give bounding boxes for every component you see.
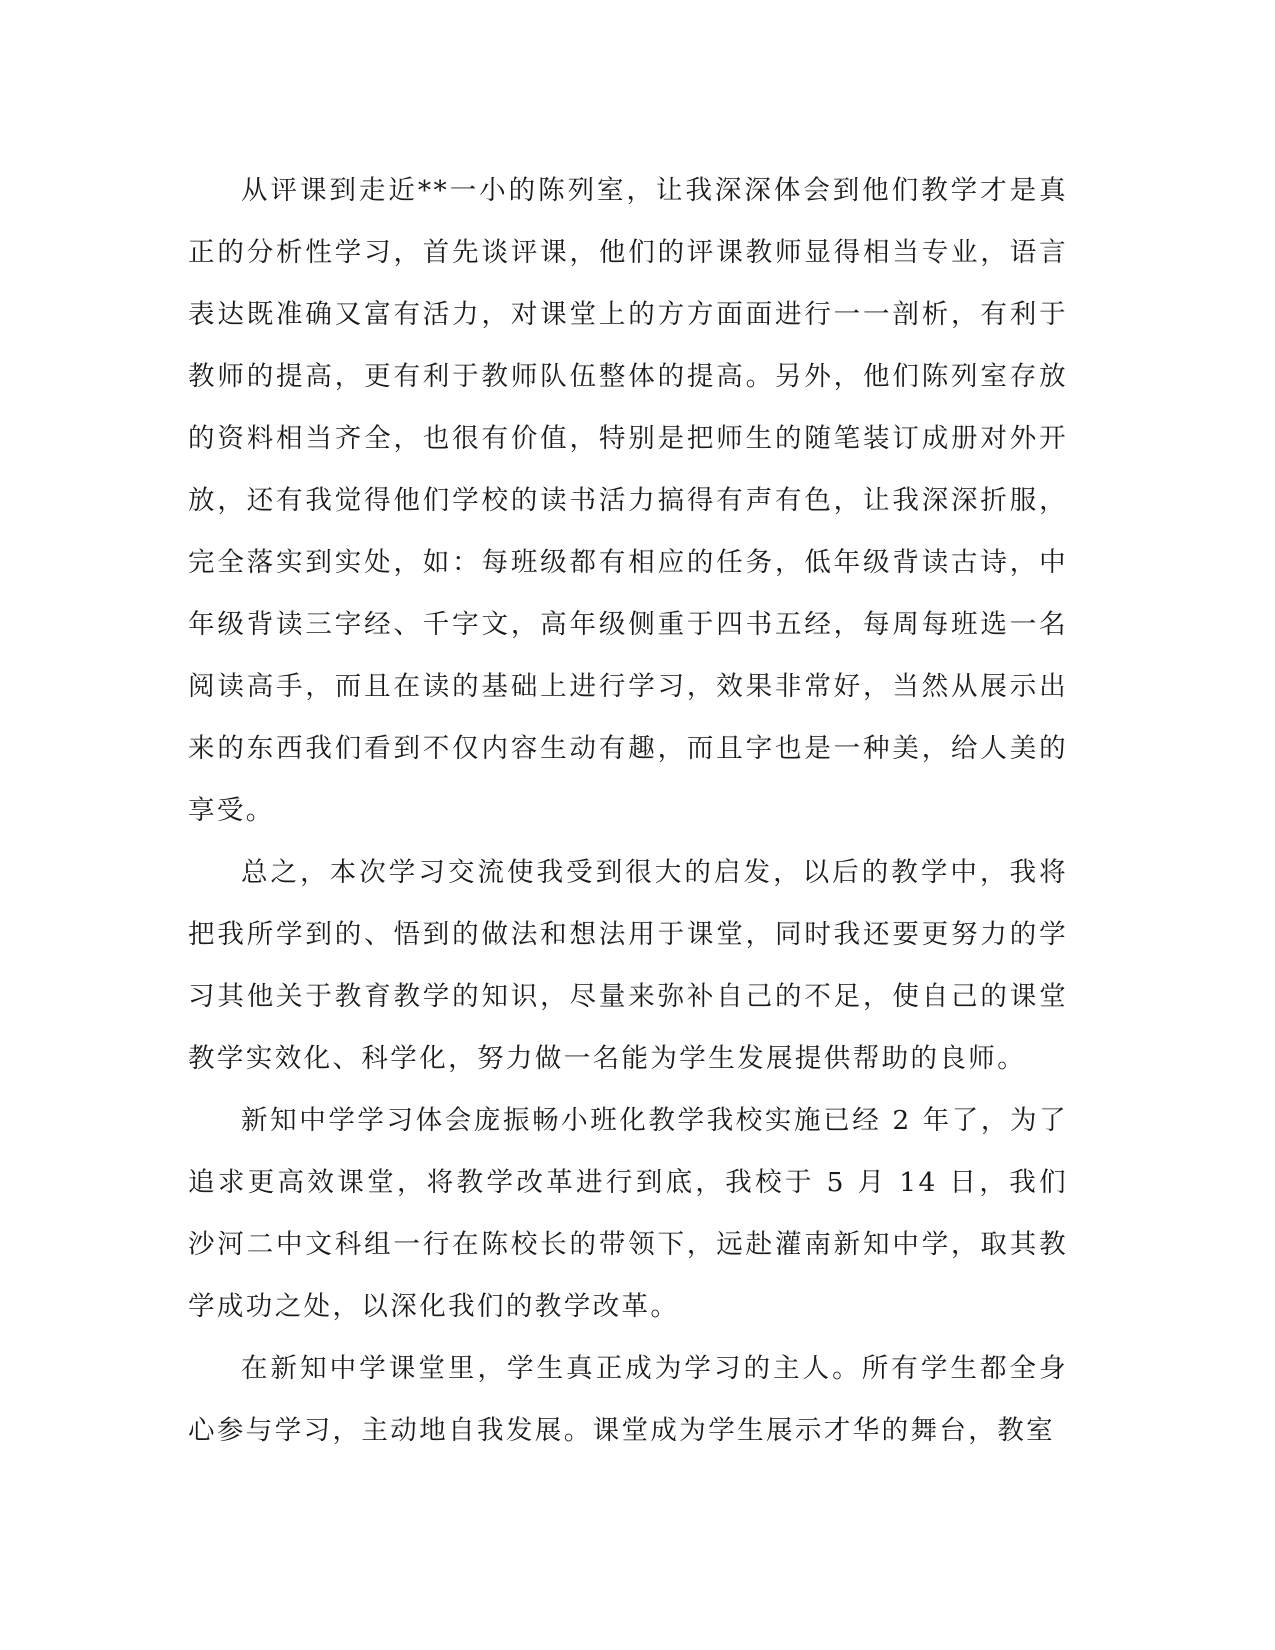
document-body xyxy=(188,160,1068,1462)
paragraph-exhibition-room: 从评课到走近**一小的陈列室，让我深深体会到他们教学才是真正的分析性学习，首先谈评课，他们的评课教师显得相当专业，语言表达既准确又富有活力，对课堂上的方方面面进行一一剖析，有利于教师的提高，更有利于教师队伍整体的提高。另外，他们陈列室存放的资料相当齐全，也很有价值，特别是把师生的随笔装订成册对外开放，还有我觉得他们学校的读书活力搞得有声有色，让我深深折服，完全落实到实处，如：每班级都有相应的任务，低年级背读古诗，中年级背读三字经、千字文，高年级侧重于四书五经，每周每班选一名阅读高手，而且在读的基础上进行学习，效果非常好，当然从展示出来的东西我们看到不仅内容生动有趣，而且字也是一种美，给人美的享受。 xyxy=(188,175,1068,826)
paragraph-xinzhi-visit: 新知中学学习体会庞振畅小班化教学我校实施已经 2 年了，为了追求更高效课堂，将教学改革进行到底，我校于 5 月 14 日，我们沙河二中文科组一行在陈校长的带领下，远赴灌南新知中学，取其教学成功之处，以深化我们的教学改革。 xyxy=(188,1105,1068,1322)
paragraph-xinzhi-classroom: 在新知中学课堂里，学生真正成为学习的主人。所有学生都全身心参与学习，主动地自我发展。课堂成为学生展示才华的舞台，教室 xyxy=(188,1353,1068,1446)
paragraph-summary: 总之，本次学习交流使我受到很大的启发，以后的教学中，我将把我所学到的、悟到的做法和想法用于课堂，同时我还要更努力的学习其他关于教育教学的知识，尽量来弥补自己的不足，使自己的课堂教学实效化、科学化，努力做一名能为学生发展提供帮助的良师。 xyxy=(188,857,1068,1074)
